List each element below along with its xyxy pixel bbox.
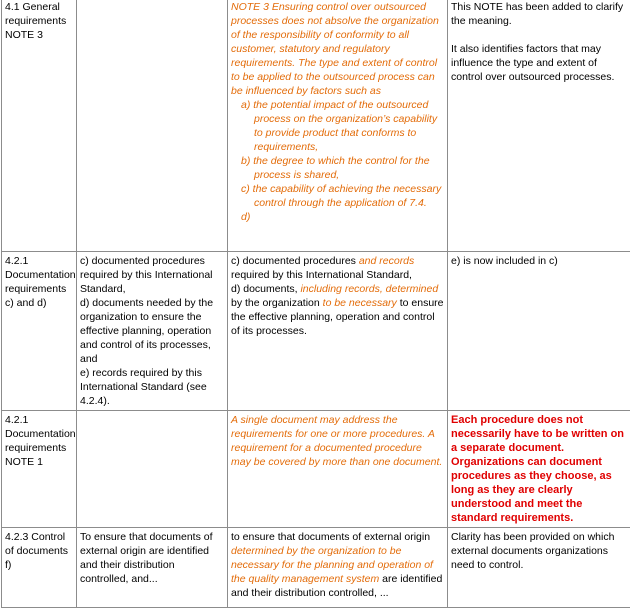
note-1-text: A single document may address the requirements for one or more procedures. A requirement for a documented procedure may be covered by more than one document. [231,413,444,469]
table-row [2,528,630,608]
new-text-cell [228,528,448,608]
clause-line: 4.2.1 [5,254,73,268]
text-run: are identified and their distribution controlled, ... [231,573,442,599]
factor-list [231,98,444,224]
list-item: b) the degree to which the control for the process is shared, [240,154,444,182]
text-run: to ensure the effective planning, operation and control of its processes. [231,297,444,337]
clause-cell [2,411,77,528]
clause-line: NOTE 1 [5,455,73,469]
comment-cell [448,528,630,608]
list-item: a) the potential impact of the outsourced process on the organization’s capability to provide product that conforms to requirements, [240,98,444,154]
old-text: c) documented procedures required by this International Standard, d) documents needed by the organization to ensure the effective planning, operation and control of its processes, and e) records required by this International Standard (see 4.2.4). [80,254,224,408]
comment-cell [448,411,630,528]
table-row [2,252,630,411]
new-text-d [231,282,444,338]
clause-cell [2,0,77,252]
list-item: d) [240,210,444,224]
clause-line: 4.2.1 [5,413,73,427]
clause-line: Documentation [5,268,73,282]
comment-text: Clarity has been provided on which external documents organizations need to control. [451,530,627,572]
old-text-cell [77,411,228,528]
clause-line: requirements [5,441,73,455]
note-3-text: NOTE 3 Ensuring control over outsourced processes does not absolve the organization of the responsibility of conformity to all customer, statutory and regulatory requirements. The type and extent of control to be applied to the outsourced process can be influenced by factors such as [231,0,444,98]
table-row [2,411,630,528]
new-text-cell [228,252,448,411]
comparison-table [1,0,630,608]
comment-text: Each procedure does not necessarily have to be written on a separate document. Organizations can document procedures as they choose, as long as they are clearly understood and meet the standard requirements. [451,413,627,525]
new-text-c [231,254,444,282]
clause-line: NOTE 3 [5,28,73,42]
old-text-cell [77,528,228,608]
added-text: including records, determined [300,283,438,295]
added-text: determined by the organization to be necessary for the planning and operation of the quality management system [231,545,433,585]
clause-line: 4.1 General [5,0,73,14]
text-run: c) documented procedures [231,255,359,267]
new-text-cell [228,0,448,252]
clause-line: 4.2.3 Control [5,530,73,544]
list-item: c) the capability of achieving the necessary control through the application of 7.4. [240,182,444,210]
comment-cell [448,252,630,411]
clause-line: c) and d) [5,296,73,310]
clause-line: Documentation [5,427,73,441]
comment-text: It also identifies factors that may influence the type and extent of control over outsourced processes. [451,42,627,84]
old-text: To ensure that documents of external origin are identified and their distribution controlled, and... [80,530,224,586]
added-text: to be necessary [323,297,397,309]
text-run: d) documents, [231,283,300,295]
clause-line: requirements [5,14,73,28]
table-row [2,0,630,252]
comment-text: This NOTE has been added to clarify the meaning. [451,0,627,28]
clause-cell [2,252,77,411]
added-text: and records [359,255,414,267]
comment-cell [448,0,630,252]
clause-line: f) [5,558,73,572]
new-text-cell [228,411,448,528]
old-text-cell [77,0,228,252]
comment-text: e) is now included in c) [451,254,627,268]
text-run: to ensure that documents of external origin [231,531,430,543]
clause-line: requirements [5,282,73,296]
clause-line: of documents [5,544,73,558]
text-run: by the organization [231,297,323,309]
old-text-cell [77,252,228,411]
text-run: required by this International Standard, [231,269,412,281]
clause-cell [2,528,77,608]
